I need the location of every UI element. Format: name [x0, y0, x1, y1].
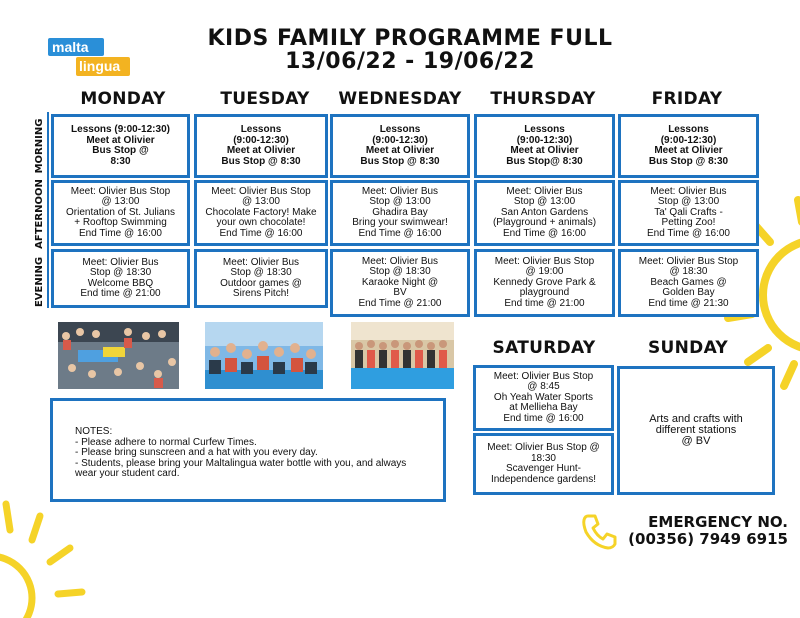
tuesday-morning-text: Lessons (9:00-12:30) Meet at Olivier Bus Stop @ 8:30 [221, 124, 301, 167]
monday-morning-cell [51, 114, 190, 178]
saturday-evening-cell [473, 433, 614, 495]
page-title: KIDS FAMILY PROGRAMME FULL [207, 26, 613, 51]
saturday-morning-cell [473, 365, 614, 431]
thursday-morning-text: Lessons (9:00-12:30) Meet at Olivier Bus Stop@ 8:30 [506, 124, 583, 167]
notes-item: - Students, please bring your Maltalingua water bottle with you, and always [75, 457, 407, 469]
period-label-evening: EVENING [34, 256, 45, 308]
tuesday-afternoon-cell [194, 180, 328, 246]
wednesday-afternoon-text: Meet: Olivier Bus Stop @ 13:00 Ghadira Bay Bring your swimwear! End Time @ 16:00 [352, 185, 448, 239]
period-label-afternoon: AFTERNOON [34, 179, 45, 249]
monday-afternoon-cell [51, 180, 190, 246]
thursday-afternoon-cell [474, 180, 615, 246]
monday-evening-text: Meet: Olivier Bus Stop @ 18:30 Welcome BBQ End time @ 21:00 [80, 256, 161, 299]
wednesday-morning-cell [330, 114, 470, 178]
sunday-text: Arts and crafts with different stations @ BV [649, 413, 743, 447]
tuesday-evening-text: Meet: Olivier Bus Stop @ 18:30 Outdoor games @ Sirens Pitch! [220, 256, 302, 299]
friday-evening-cell [618, 249, 759, 317]
notes-item: - Please bring sunscreen and a hat with you every day. [75, 447, 318, 458]
notes-heading: NOTES: [75, 426, 113, 437]
tuesday-morning-cell [194, 114, 328, 178]
monday-evening-cell [51, 249, 190, 308]
group-photo-1 [58, 322, 179, 389]
notes-box [50, 398, 446, 502]
sun-decoration-left [0, 488, 90, 618]
day-header-tuesday: TUESDAY [220, 89, 310, 109]
saturday-morning-text: Meet: Olivier Bus Stop @ 8:45 Oh Yeah Water Sports at Mellieha Bay End time @ 16:00 [493, 370, 594, 424]
friday-evening-text: Meet: Olivier Bus Stop @ 18:30 Beach Games @ Golden Bay End time @ 21:30 [638, 255, 739, 309]
sunday-cell [617, 366, 775, 495]
monday-afternoon-text: Meet: Olivier Bus Stop @ 13:00 Orientation of St. Julians + Rooftop Swimming End Time @ 16:00 [66, 185, 175, 239]
thursday-afternoon-text: Meet: Olivier Bus Stop @ 13:00 San Anton Gardens (Playground + animals) End Time @ 16:00 [492, 185, 597, 239]
notes-item: - Please adhere to normal Curfew Times. [75, 436, 257, 448]
maltalingua-logo-top: malta [48, 38, 104, 56]
group-photo-3 [351, 322, 454, 389]
tuesday-evening-cell [194, 249, 328, 308]
friday-afternoon-cell [618, 180, 759, 246]
emergency-block [628, 514, 788, 548]
schedule-left-border [47, 112, 49, 308]
day-header-wednesday: WEDNESDAY [338, 89, 462, 109]
wednesday-morning-text: Lessons (9:00-12:30) Meet at Olivier Bus Stop @ 8:30 [360, 124, 440, 167]
wednesday-evening-cell [330, 249, 470, 317]
wednesday-afternoon-cell [330, 180, 470, 246]
phone-icon [580, 512, 618, 550]
page-subtitle-dates: 13/06/22 - 19/06/22 [285, 49, 535, 74]
emergency-number: (00356) 7949 6915 [628, 530, 788, 548]
saturday-evening-text: Meet: Olivier Bus Stop @ 18:30 Scavenger Hunt- Independence gardens! [487, 442, 600, 485]
monday-morning-text: Lessons (9:00-12:30) Meet at Olivier Bus Stop @ 8:30 [71, 124, 170, 167]
period-label-morning: MORNING [34, 118, 45, 174]
friday-morning-cell [618, 114, 759, 178]
day-header-friday: FRIDAY [651, 89, 723, 109]
emergency-label: EMERGENCY NO. [648, 513, 788, 531]
thursday-evening-cell [474, 249, 615, 317]
day-header-thursday: THURSDAY [490, 89, 596, 109]
group-photo-2 [205, 322, 323, 389]
day-header-saturday: SATURDAY [492, 338, 596, 358]
maltalingua-logo-bottom: lingua [76, 57, 130, 76]
day-header-monday: MONDAY [80, 89, 166, 109]
wednesday-evening-text: Meet: Olivier Bus Stop @ 18:30 Karaoke Night @ BV End Time @ 21:00 [358, 255, 442, 309]
day-header-sunday: SUNDAY [647, 338, 729, 358]
tuesday-afternoon-text: Meet: Olivier Bus Stop @ 13:00 Chocolate Factory! Make your own chocolate! End Time @ 16:00 [205, 185, 317, 239]
friday-morning-text: Lessons (9:00-12:30) Meet at Olivier Bus Stop @ 8:30 [648, 124, 729, 167]
thursday-morning-cell [474, 114, 615, 178]
notes-item: wear your student card. [75, 468, 180, 479]
friday-afternoon-text: Meet: Olivier Bus Stop @ 13:00 Ta' Qali Crafts - Petting Zoo! End Time @ 16:00 [647, 185, 730, 239]
thursday-evening-text: Meet: Olivier Bus Stop @ 19:00 Kennedy Grove Park & playground End time @ 21:00 [493, 255, 596, 309]
